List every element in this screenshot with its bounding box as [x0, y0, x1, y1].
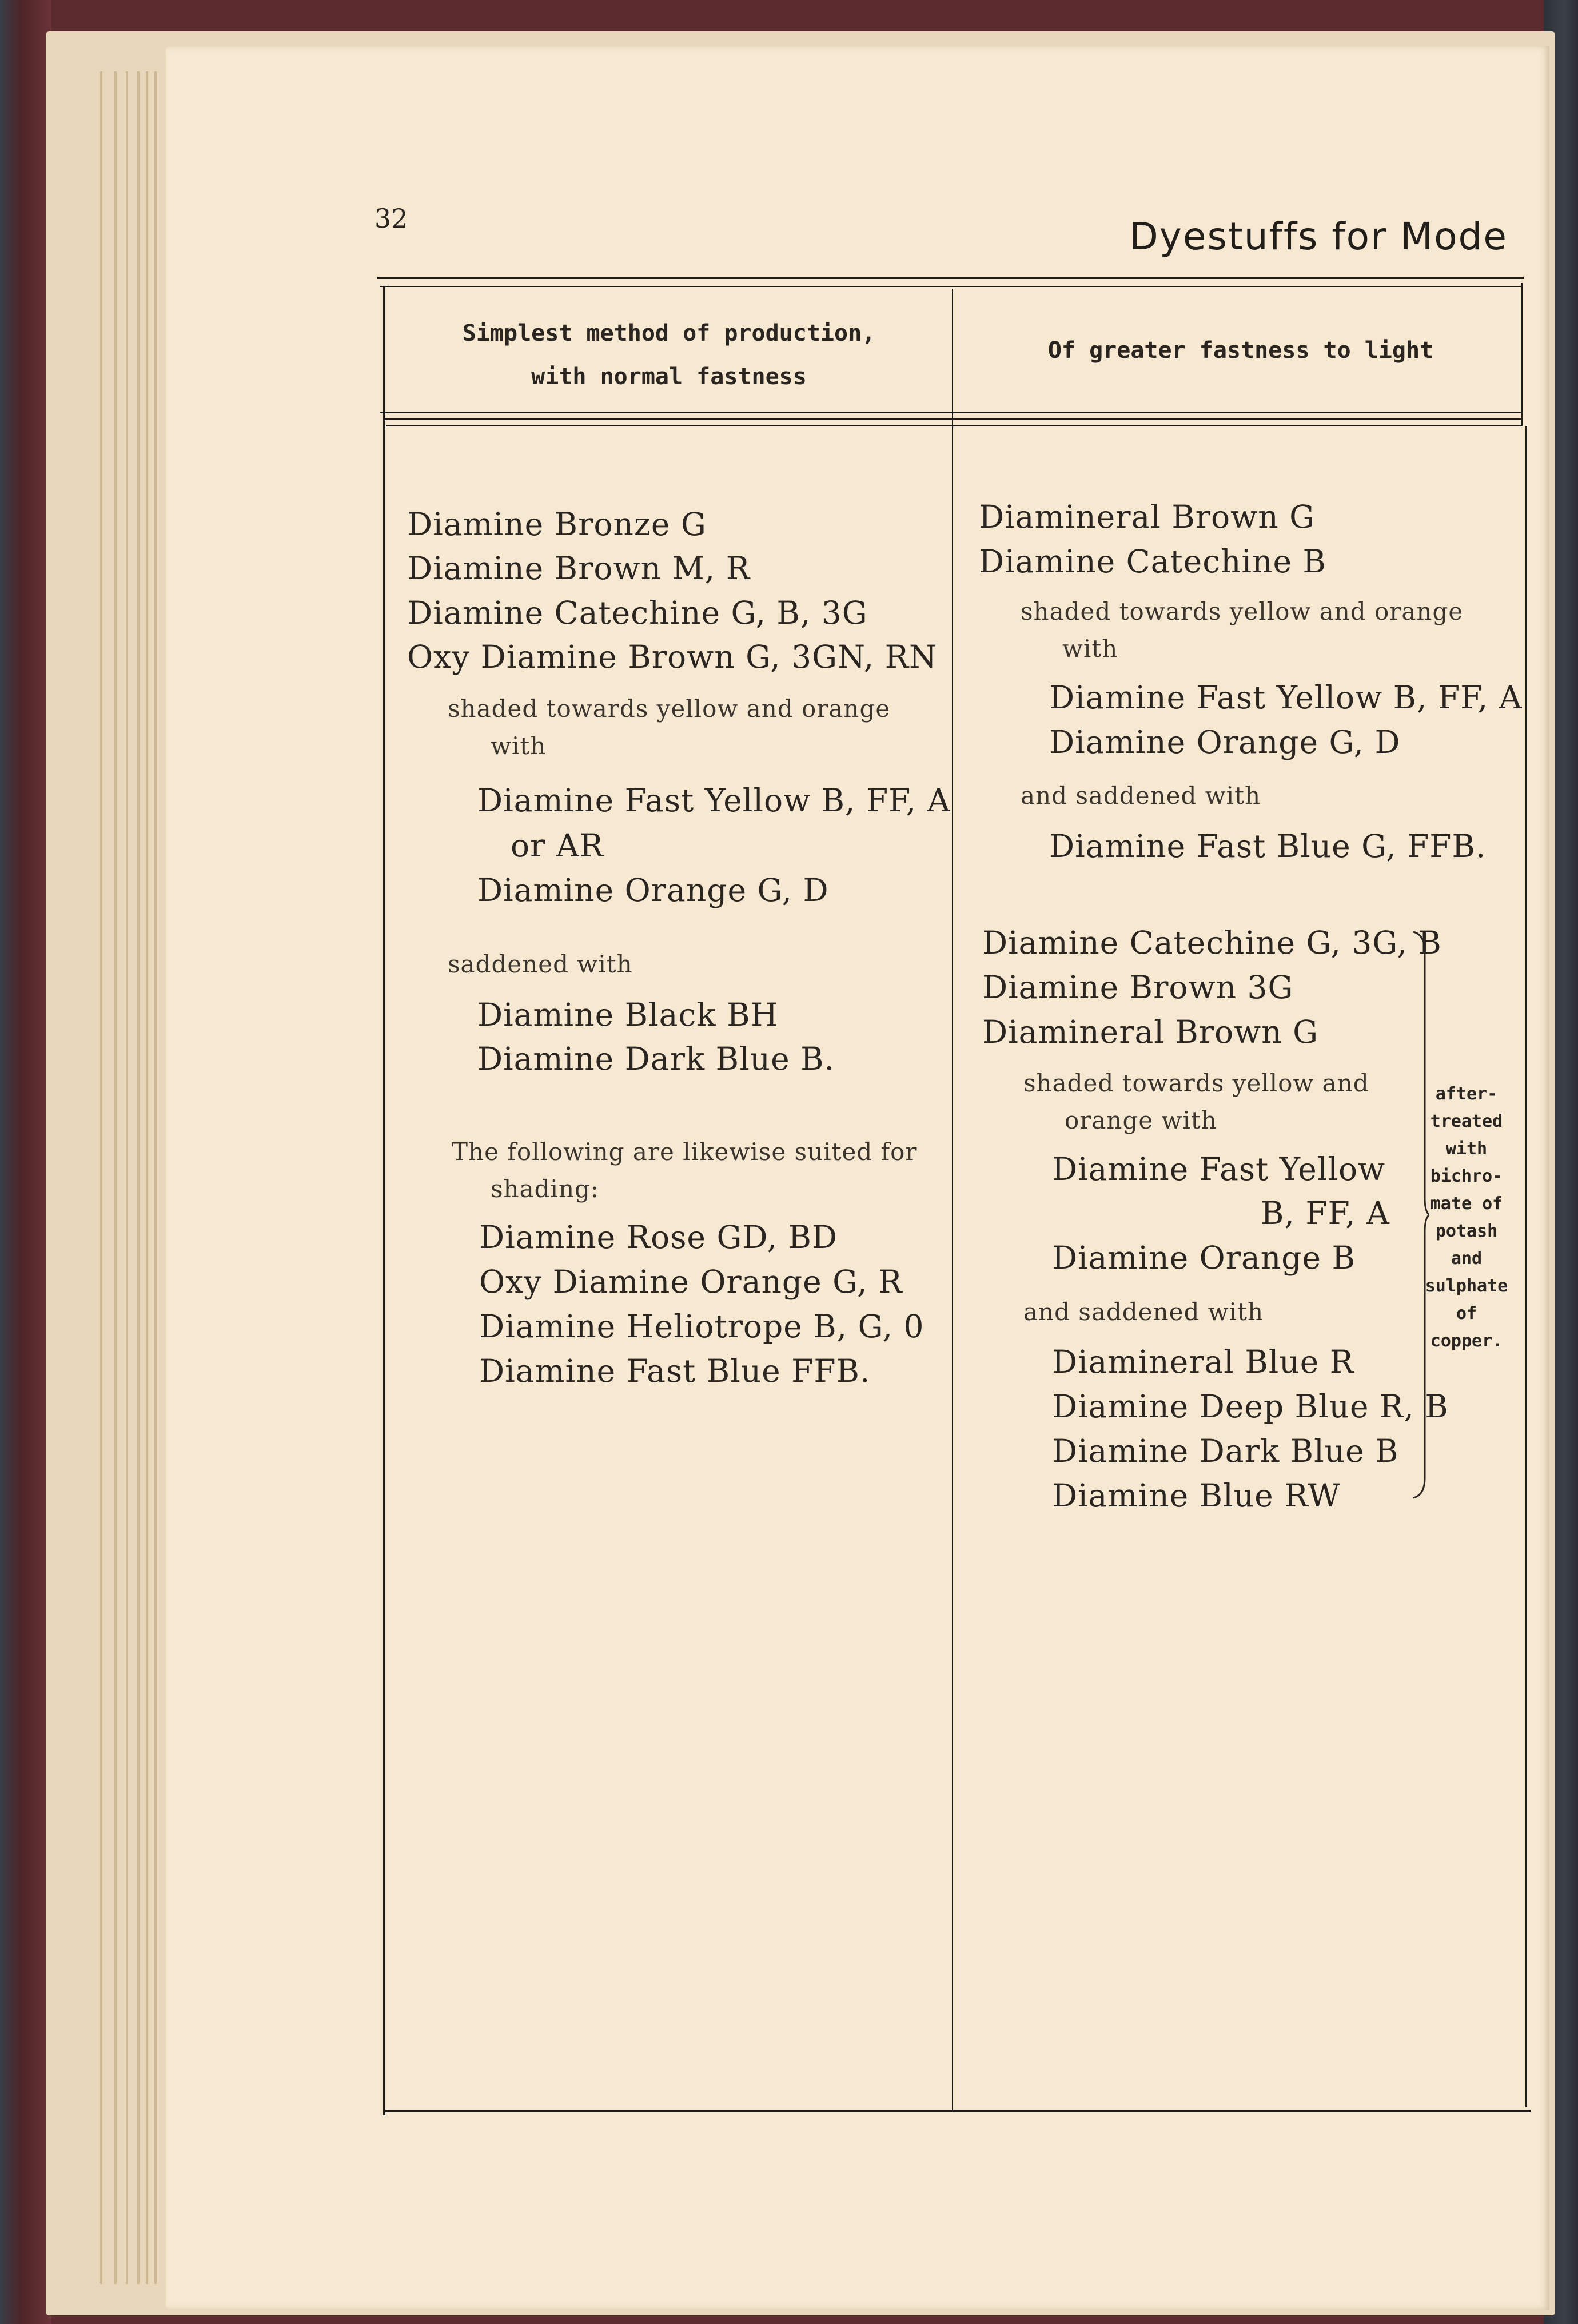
right-line: Diamine Dark Blue B — [1052, 1433, 1399, 1469]
left-note: The following are likewise suited for — [452, 1138, 918, 1166]
right-line: Diamineral Brown G — [979, 499, 1316, 535]
left-line: or AR — [511, 827, 604, 864]
right-line: Diamine Brown 3G — [982, 969, 1294, 1006]
side-note — [1424, 1081, 1509, 1355]
side-note-line: treated — [1430, 1111, 1503, 1131]
side-note-line: with — [1445, 1139, 1488, 1159]
left-line: Diamine Dark Blue B. — [477, 1041, 835, 1077]
right-line: Diamine Deep Blue R, B — [1052, 1388, 1449, 1425]
side-note-line: bichro- — [1430, 1166, 1503, 1186]
left-line: Diamine Fast Blue FFB. — [479, 1353, 871, 1389]
right-line: B, FF, A — [1261, 1195, 1390, 1231]
right-line: Diamineral Blue R — [1052, 1344, 1354, 1380]
side-note-line: copper. — [1430, 1331, 1503, 1351]
table-top-rule-thin — [380, 286, 1521, 287]
side-note-line: after- — [1435, 1084, 1498, 1104]
left-note: shading: — [491, 1175, 600, 1203]
left-line: Diamine Catechine G, B, 3G — [407, 595, 868, 631]
header-bottom-rule — [380, 412, 1521, 413]
left-line: Diamine Black BH — [477, 996, 779, 1033]
right-note: with — [1062, 635, 1118, 663]
right-note: orange with — [1065, 1106, 1217, 1134]
side-note-line: sulphate — [1425, 1276, 1508, 1296]
side-note-line: and — [1451, 1249, 1483, 1269]
cover-left-edge — [0, 0, 51, 2324]
right-line: Diamine Catechine B — [979, 543, 1326, 580]
left-note: shaded towards yellow and orange — [448, 695, 891, 723]
table-right-rule-lower — [1525, 426, 1527, 2107]
left-note: with — [491, 732, 547, 760]
right-note: shaded towards yellow and orange — [1021, 597, 1464, 625]
side-note-line: mate of — [1430, 1194, 1503, 1214]
side-note-line: potash — [1435, 1221, 1498, 1241]
right-line: Diamine Fast Yellow B, FF, A — [1049, 679, 1523, 716]
left-line: Diamine Heliotrope B, G, 0 — [479, 1308, 925, 1345]
right-line: Diamine Orange B — [1052, 1239, 1356, 1276]
left-note: saddened with — [448, 950, 633, 978]
left-header-line-2: with normal fastness — [531, 364, 807, 390]
right-line: Diamine Fast Yellow — [1052, 1151, 1386, 1187]
left-line: Oxy Diamine Orange G, R — [479, 1263, 903, 1300]
left-column-header — [435, 312, 903, 398]
running-head: Dyestuffs for Mode — [1129, 214, 1508, 258]
right-column-header: Of greater fastness to light — [1047, 337, 1434, 364]
table-bottom-rule — [384, 2110, 1531, 2112]
left-line: Diamine Rose GD, BD — [479, 1219, 838, 1255]
right-note: and saddened with — [1021, 782, 1261, 810]
left-line: Diamine Bronze G — [407, 506, 707, 543]
column-divider — [952, 289, 953, 2110]
left-line: Diamine Fast Yellow B, FF, A — [477, 782, 951, 819]
right-line: Diamine Catechine G, 3G, B — [982, 924, 1442, 961]
right-line: Diamine Fast Blue G, FFB. — [1049, 828, 1487, 864]
left-line: Oxy Diamine Brown G, 3GN, RN — [407, 639, 938, 675]
table-right-rule — [1521, 283, 1523, 426]
table-left-rule — [383, 286, 385, 2115]
right-line: Diamineral Brown G — [982, 1014, 1319, 1050]
left-line: Diamine Brown M, R — [407, 550, 751, 587]
right-line: Diamine Blue RW — [1052, 1477, 1341, 1514]
left-header-line-1: Simplest method of production, — [462, 320, 876, 346]
right-note: and saddened with — [1023, 1298, 1264, 1326]
left-line: Diamine Orange G, D — [477, 872, 829, 908]
page-number: 32 — [374, 203, 408, 234]
right-note: shaded towards yellow and — [1023, 1069, 1369, 1097]
right-line: Diamine Orange G, D — [1049, 724, 1401, 760]
table-top-rule — [377, 277, 1524, 279]
header-bottom-rule-3 — [386, 425, 1521, 426]
side-note-line: of — [1456, 1303, 1477, 1324]
